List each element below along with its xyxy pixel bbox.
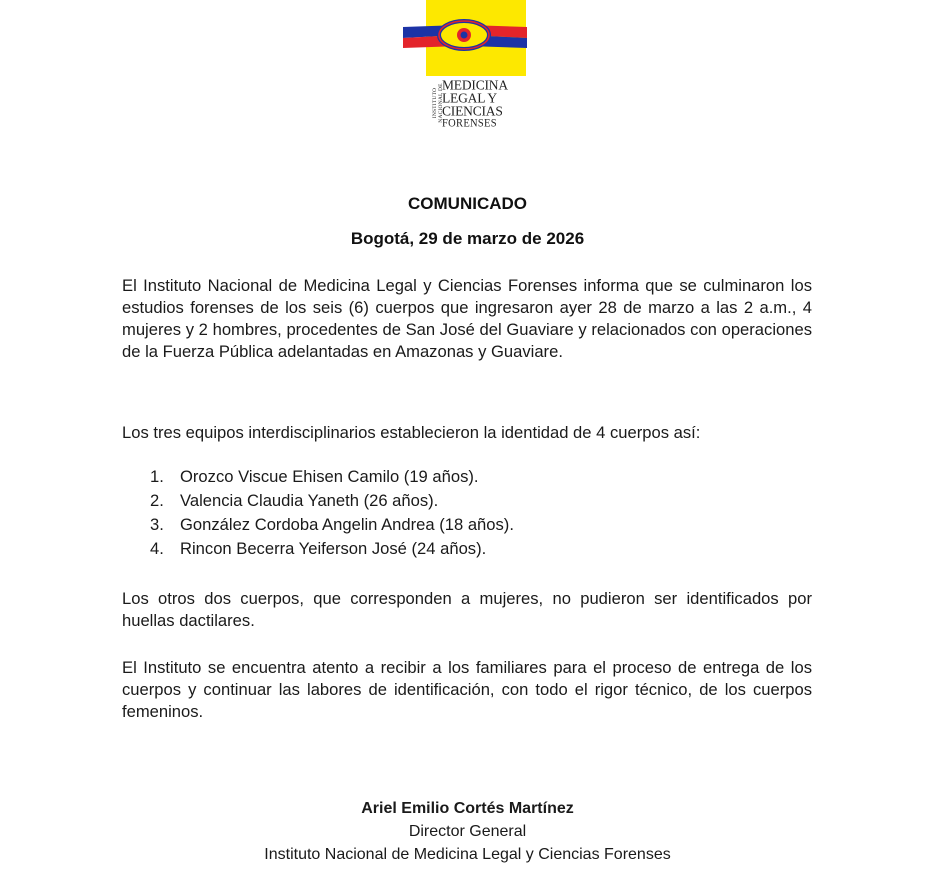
document-date: Bogotá, 29 de marzo de 2026 (350, 229, 585, 248)
list-item-number: 4. (150, 539, 164, 558)
list-item-text: González Cordoba Angelin Andrea (18 años). (180, 515, 514, 534)
eye-emblem-icon (400, 0, 530, 76)
document-title: COMUNICADO (408, 194, 527, 213)
signatory-role: Director General (408, 823, 527, 840)
list-item-number: 2. (150, 491, 164, 510)
paragraph-intro: El Instituto Nacional de Medicina Legal y Ciencias Forenses informa que se culminaron los estudios forenses de los seis (6) cuerpos que ingresaron ayer 28 de marzo a las 2 a.m., 4 mujeres y 2 hombres, procedentes de San José del Guaviare y relacionados con operaciones de la Fuerza Pública adelantadas en Amazonas y Guaviare. (122, 276, 812, 361)
paragraph-families: El Instituto se encuentra atento a recibir a los familiares para el proceso de entrega de los cuerpos y continuar las labores de identificación, con todo el rigor técnico, de los cuerpos femeninos. (122, 658, 812, 721)
list-item-text: Valencia Claudia Yaneth (26 años). (180, 491, 439, 510)
list-item-number: 1. (150, 467, 164, 486)
list-item (150, 537, 514, 561)
logo-side-line: NACIONAL DE (438, 83, 444, 123)
institute-logo (400, 0, 530, 140)
list-item (150, 465, 514, 489)
paragraph-unidentified: Los otros dos cuerpos, que corresponden a mujeres, no pudieron ser identificados por huellas dactilares. (122, 589, 812, 630)
logo-side-text (424, 78, 444, 136)
identified-list (150, 465, 514, 561)
logo-line-forenses: FORENSES (442, 118, 497, 130)
paragraph-identification: Los tres equipos interdisciplinarios establecieron la identidad de 4 cuerpos así: (122, 423, 701, 442)
logo-line-medicina: MEDICINA (442, 76, 508, 93)
list-item-number: 3. (150, 515, 164, 534)
logo-line-ciencias: CIENCIAS (442, 102, 503, 119)
logo-side-line: INSTITUTO (432, 87, 438, 119)
logo-line-legal: LEGAL Y (442, 89, 497, 106)
list-item (150, 513, 514, 537)
list-item-text: Orozco Viscue Ehisen Camilo (19 años). (180, 467, 479, 486)
signatory-name: Ariel Emilio Cortés Martínez (361, 800, 574, 817)
list-item-text: Rincon Becerra Yeiferson José (24 años). (180, 539, 487, 558)
signatory-institution: Instituto Nacional de Medicina Legal y Ciencias Forenses (264, 846, 671, 863)
list-item (150, 489, 514, 513)
logo-wordmark (424, 78, 534, 138)
